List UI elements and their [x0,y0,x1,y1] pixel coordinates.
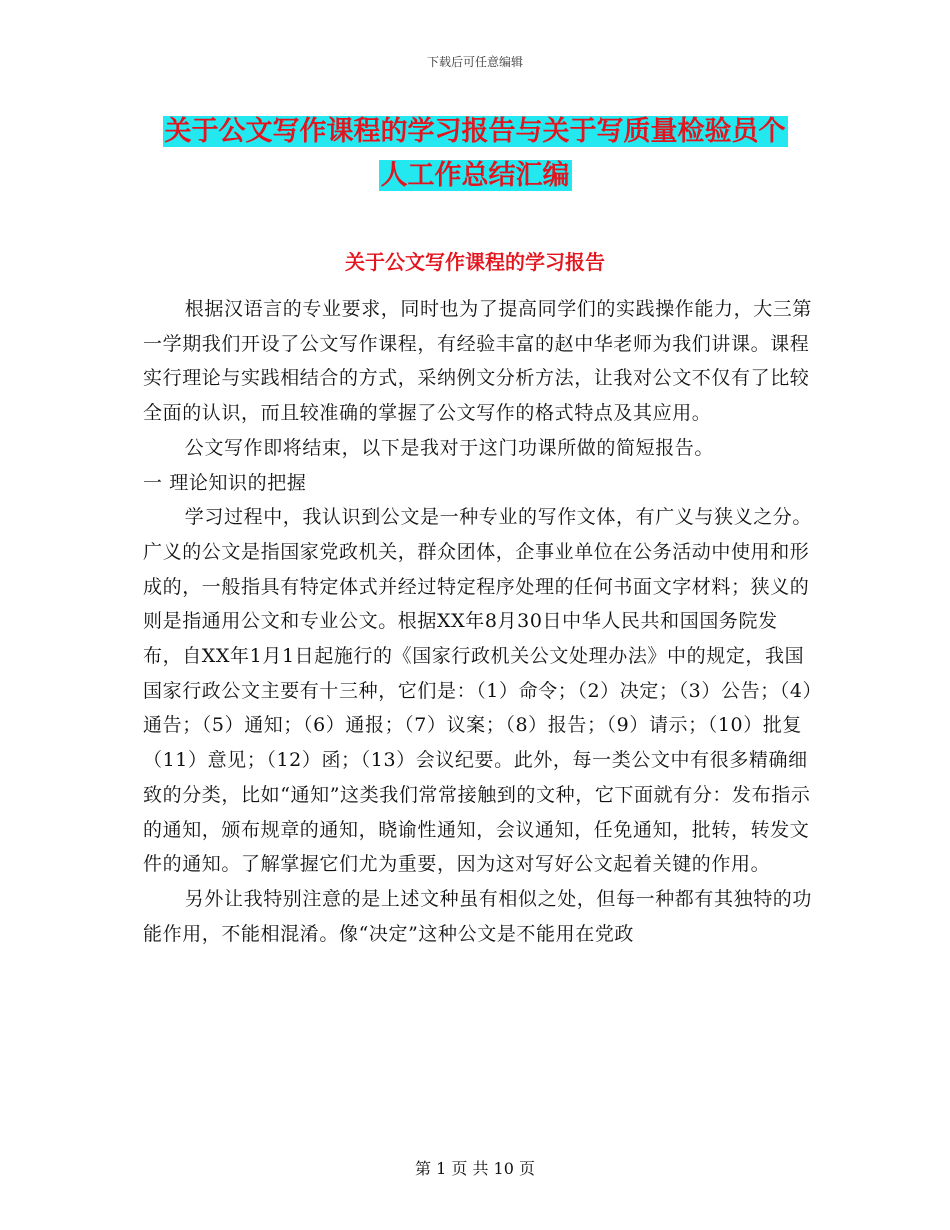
page-number: 第 1 页 共 10 页 [415,1159,535,1178]
paragraph-theory: 学习过程中，我认识到公文是一种专业的写作文体，有广义与狭义之分。广义的公文是指国家党政机关，群众团体，企事业单位在公务活动中使用和形成的，一般指具有特定体式并经过特定程序处理的任何书面文字材料；狭义的则是指通用公文和专业公文。根据XX年8月30日中华人民共和国国务院发布，自XX年1月1日起施行的《国家行政机关公文处理办法》中的规定，我国国家行政公文主要有十三种，它们是：（1）命令；（2）决定；（3）公告；（4）通告；（5）通知；（6）通报；（7）议案；（8）报告；（9）请示；（10）批复（11）意见；（12）函；（13）会议纪要。此外，每一类公文中有很多精确细致的分类，比如“通知”这类我们常常接触到的文种，它下面就有分：发布指示的通知，颁布规章的通知，晓谕性通知，会议通知，任免通知，批转，转发文件的通知。了解掌握它们尤为重要，因为这对写好公文起着关键的作用。 [143,506,813,876]
paragraph-summary: 公文写作即将结束，以下是我对于这门功课所做的简短报告。 [184,436,714,459]
body-text [143,292,815,951]
document-title [0,110,950,198]
heading-theory-knowledge: 一 理论知识的把握 [143,471,307,494]
page-header-note: 下载后可任意编辑 [426,55,523,69]
document-title-line-1: 关于公文写作课程的学习报告与关于写质量检验员个 [164,116,786,147]
document-title-line-2: 人工作总结汇编 [380,160,570,191]
paragraph-note: 另外让我特别注意的是上述文种虽有相似之处，但每一种都有其独特的功能作用，不能相混淆。像“决定”这种公文是不能用在党政 [143,887,812,945]
paragraph-intro: 根据汉语言的专业要求，同时也为了提高同学们的实践操作能力，大三第一学期我们开设了公文写作课程，有经验丰富的赵中华老师为我们讲课。课程实行理论与实践相结合的方式，采纳例文分析方法，让我对公文不仅有了比较全面的认识，而且较准确的掌握了公文写作的格式特点及其应用。 [143,298,812,425]
section-title: 关于公文写作课程的学习报告 [345,250,605,274]
